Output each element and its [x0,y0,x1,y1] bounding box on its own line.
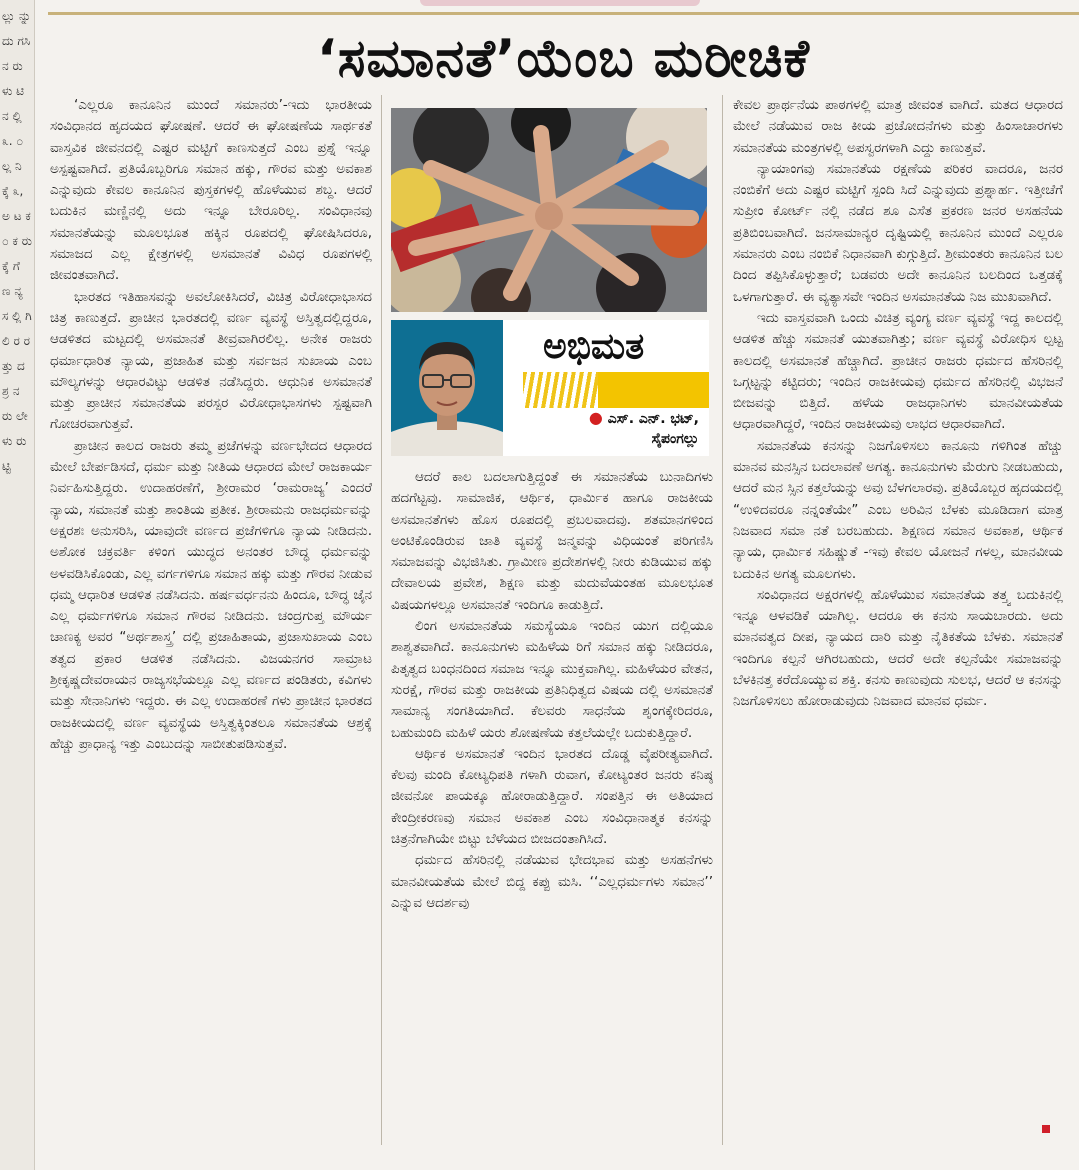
column-divider [381,95,382,1145]
article-column-1 [50,95,372,1145]
article-headline: ‘ಸಮಾನತೆ’ಯೆಂಬ ಮರೀಚಿಕೆ [317,29,810,89]
paragraph: ‘ಎಲ್ಲರೂ ಕಾನೂನಿನ ಮುಂದೆ ಸಮಾನರು’-ಇದು ಭಾರತೀಯ ಸಂವಿಧಾನದ ಹೃದಯದ ಘೋಷಣೆ. ಆದರೆ ಈ ಘೋಷಣೆಯ ಸಾರ್ಥಕತೆ ವಾಸ್ತವಿಕ ಜೀವನದಲ್ಲಿ ಎಷ್ಟರ ಮಟ್ಟಿಗೆ ಕಾಣಸುತ್ತದೆ ಎಂಬ ಪ್ರಶ್ನೆ ಇನ್ನೂ ಅಸ್ಪಷ್ಟವಾಗಿದೆ. ಪ್ರತಿಯೊಬ್ಬರಿಗೂ ಸಮಾನ ಹಕ್ಕು, ಗೌರವ ಮತ್ತು ಅವಕಾಶ ಎನ್ನುವುದು ಕೇವಲ ಕಾನೂನಿನ ಪುಸ್ತಕಗಳಲ್ಲಿ ಹೊಳೆಯುವ ಶಬ್ದ. ಆದರೆ ಬದುಕಿನ ಮಣ್ಣಿನಲ್ಲಿ ಅದು ಇನ್ನೂ ಬೇರೂರಿಲ್ಲ. ಸಂವಿಧಾನವು ಸಮಾನತೆಯನ್ನು ಮೂಲಭೂತ ಹಕ್ಕಿನ ರೂಪದಲ್ಲಿ ಘೋಷಿಸಿದರೂ, ಸಮಾಜದ ಎಲ್ಲ ಕ್ಷೇತ್ರಗಳಲ್ಲಿ ಅಸಮಾನತೆ ವಿವಿಧ ರೂಪಗಳಲ್ಲಿ ಜೀವಂತವಾಗಿದೆ. [50,97,372,284]
hands-together-photo [391,108,707,312]
author-portrait [391,320,503,456]
author-place: ಸೈಪಂಗಲ್ಲು [651,431,699,447]
hands-photo-illustration [391,108,707,312]
paragraph: ಕೇವಲ ಪ್ರಾರ್ಥನೆಯ ಪಾಠಗಳಲ್ಲಿ ಮಾತ್ರ ಜೀವಂತ ವಾಗಿದೆ. ಮತದ ಆಧಾರದ ಮೇಲೆ ನಡೆಯುವ ರಾಜ ಕೀಯ ಪ್ರಚೋದನೆಗಳು ಮತ್ತು ಹಿಂಸಾಚಾರಗಳು ಸಮಾನತೆಯ ಮಂತ್ರಗಳಲ್ಲಿ ಅಪಸ್ವರಗಳಾಗಿ ಎದ್ದು ಕಾಣುತ್ತವೆ. [733,97,1063,156]
top-decoration [420,0,700,6]
paragraph: ಆದರೆ ಕಾಲ ಬದಲಾಗುತ್ತಿದ್ದಂತೆ ಈ ಸಮಾನತೆಯ ಬುನಾದಿಗಳು ಹದಗೆಟ್ಟವು. ಸಾಮಾಜಿಕ, ಆರ್ಥಿಕ, ಧಾರ್ಮಿಕ ಹಾಗೂ ರಾಜಕೀಯ ಅಸಮಾನತೆಗಳು ಹೊಸ ರೂಪದಲ್ಲಿ ಪ್ರಬಲವಾದವು. ಶತಮಾನಗಳಿಂದ ಅಂಟಿಕೊಂಡಿರುವ ಜಾತಿ ವ್ಯವಸ್ಥೆ ಜನ್ಮವನ್ನು ವಿಧಿಯಂತೆ ಪರಿಗಣಿಸಿ ಸಮಾಜವನ್ನು ವಿಭಜಿಸಿತು. ಗ್ರಾಮೀಣ ಪ್ರದೇಶಗಳಲ್ಲಿ ನೀರು ಕುಡಿಯುವ ಹಕ್ಕು ದೇವಾಲಯ ಪ್ರವೇಶ, ಶಿಕ್ಷಣ ಮತ್ತು ಮದುವೆಯಂತಹ ಮೂಲಭೂತ ವಿಷಯಗಳಲ್ಲೂ ಅಸಮಾನತೆ ಇಂದಿಗೂ ಕಾಡುತ್ತಿದೆ. [391,469,713,613]
top-rule [48,12,1079,15]
author-byline [589,408,699,449]
paragraph: ಧರ್ಮದ ಹೆಸರಿನಲ್ಲಿ ನಡೆಯುವ ಭೇದಭಾವ ಮತ್ತು ಅಸಹನೆಗಳು ಮಾನವೀಯತೆಯ ಮೇಲೆ ಬಿದ್ದ ಕಪ್ಪು ಮಸಿ. ‘‘ಎಲ್ಲಧರ್ಮಗಳು ಸಮಾನ’’ ಎನ್ನುವ ಆದರ್ಶವು [391,852,713,911]
paragraph: ನ್ಯಾಯಾಂಗವು ಸಮಾನತೆಯ ರಕ್ಷಣೆಯ ಪರಿಕರ ವಾದರೂ, ಜನರ ನಂಬಿಕೆಗೆ ಅದು ಎಷ್ಟರ ಮಟ್ಟಿಗೆ ಸ್ಪಂದಿ ಸಿದೆ ಎನ್ನುವುದು ಪ್ರಶ್ನಾರ್ಹ. ಇತ್ತೀಚೆಗೆ ಸುಪ್ರೀಂ ಕೋರ್ಟ್ ನಲ್ಲಿ ನಡೆದ ಶೂ ಎಸೆತ ಪ್ರಕರಣ ಜನರ ಅಸಹನೆಯ ಪ್ರತಿಬಿಂಬವಾಗಿದೆ. ಜನಸಾಮಾನ್ಯರ ದೃಷ್ಟಿಯಲ್ಲಿ ಕಾನೂನಿನ ಮುಂದೆ ಎಲ್ಲರೂ ಸಮಾನರು ಎಂಬ ನಂಬಿಕೆ ನಿಧಾನವಾಗಿ ಕುಗ್ಗುತ್ತಿದೆ. ಶ್ರೀಮಂತರು ಕಾನೂನಿನ ಬಲ ದಿಂದ ತಪ್ಪಿಸಿಕೊಳ್ಳುತ್ತಾರೆ; ಬಡವರು ಅದೇ ಕಾನೂನಿನ ಬಲದಿಂದ ಒತ್ತಡಕ್ಕೆ ಒಳಗಾಗುತ್ತಾರೆ. ಈ ವ್ಯತ್ಯಾಸವೇ ಇಂದಿನ ಅಸಮಾನತೆಯ ನಿಜ ಮುಖವಾಗಿದೆ. [733,160,1063,305]
opinion-section-box [503,320,709,456]
paragraph: ಭಾರತದ ಇತಿಹಾಸವನ್ನು ಅವಲೋಕಿಸಿದರೆ, ವಿಚಿತ್ರ ವಿರೋಧಾಭಾಸದ ಚಿತ್ರ ಕಾಣುತ್ತದೆ. ಪ್ರಾಚೀನ ಭಾರತದಲ್ಲಿ ವರ್ಣ ವ್ಯವಸ್ಥೆ ಅಸ್ತಿತ್ವದಲ್ಲಿದ್ದರೂ, ಆಡಳಿತದ ಮಟ್ಟದಲ್ಲಿ ಅಸಮಾನತೆ ತೀವ್ರವಾಗಿರಲಿಲ್ಲ. ಅನೇಕ ರಾಜರು ಧರ್ಮಾಧಾರಿತ ನ್ಯಾಯ, ಪ್ರಜಾಹಿತ ಮತ್ತು ಸರ್ವಜನ ಸುಖಾಯ ಎಂಬ ಮೌಲ್ಯಗಳನ್ನು ಆಧಾರವಿಟ್ಟು ಆಡಳಿತ ನಡೆಸಿದ್ದರು. ಆಧುನಿಕ ಅಸಮಾನತೆ ಮತ್ತು ಪ್ರಾಚೀನ ಸಮಾನತೆಯ ಪರಸ್ಪರ ವಿರೋಧಾಭಾಸಗಳು ಸ್ಪಷ್ಟವಾಗಿ ಗೋಚರವಾಗುತ್ತವೆ. [50,288,372,433]
paragraph: ಸಂವಿಧಾನದ ಅಕ್ಷರಗಳಲ್ಲಿ ಹೊಳೆಯುವ ಸಮಾನತೆಯ ತತ್ತ್ವ ಬದುಕಿನಲ್ಲಿ ಇನ್ನೂ ಆಳವಡಿಕೆ ಯಾಗಿಲ್ಲ. ಆದರೂ ಈ ಕನಸು ಸಾಯಬಾರದು. ಅದು ಮಾನವತ್ವದ ದೀಪ, ನ್ಯಾಯದ ದಾರಿ ಮತ್ತು ನೈತಿಕತೆಯ ಬೆಳಕು. ಸಮಾನತೆ ಇಂದಿಗೂ ಕಲ್ಪನೆ ಆಗಿರಬಹುದು, ಆದರೆ ಅದೇ ಕಲ್ಪನೆಯೇ ಸಮಾಜವನ್ನು ಬೆಳಕಿನತ್ತ ಕರೆದೊಯ್ಯುವ ಶಕ್ತಿ. ಕನಸು ಕಾಣುವುದು ಸುಲಭ, ಆದರೆ ಆ ಕನಸನ್ನು ನಿಜಗೊಳಿಸಲು ಹೋರಾಡುವುದು ನಿಜವಾದ ಮಾನವ ಧರ್ಮ. [733,586,1063,710]
adjacent-column-text: ಲ್ಲು ನ್ನು ದು ಗಸಿ ನ ರು ಳು ಟಿ ನ ಲ್ಲಿ ೩. ೦ ಲ್ಲ ನಿ ಕ್ಕೆ ೩, ಅ ಟ ಕ ೦ ಕ ರು ಕ್ಕೆ ಗೆ ಣ ನ್ಯ ಸ ಲ್ಲಿ ಗಿ ಲಿ ರ ರ ತ್ತು ದ ಶ್ರ ನ ರು ಲೇ ಳು ರು ಟ್ಟಿ [2,9,32,473]
paragraph: ಸಮಾನತೆಯ ಕನಸನ್ನು ನಿಜಗೊಳಿಸಲು ಕಾನೂನು ಗಳಿಗಿಂತ ಹೆಚ್ಚು ಮಾನವ ಮನಸ್ಸಿನ ಬದಲಾವಣೆ ಅಗತ್ಯ. ಕಾನೂನುಗಳು ಮೆರುಗು ನೀಡಬಹುದು, ಆದರೆ ಮನ ಸ್ಸಿನ ಕತ್ತಲೆಯನ್ನು ಅವು ಬೆಳಗಲಾರವು. ಪ್ರತಿಯೊಬ್ಬರ ಹೃದಯದಲ್ಲಿ “ಉಳಿದವರೂ ನನ್ನಂತೆಯೇ” ಎಂಬ ಅರಿವಿನ ಬೆಳಕು ಮೂಡಿದಾಗ ಮಾತ್ರ ನಿಜವಾದ ಸಮಾ ನತೆ ಬರಬಹುದು. ಶಿಕ್ಷಣದ ಸಮಾನ ಅವಕಾಶ, ಆರ್ಥಿಕ ನ್ಯಾಯ, ಧಾರ್ಮಿಕ ಸಹಿಷ್ಣುತೆ -ಇವು ಕೇವಲ ಯೋಜನೆ ಗಳಲ್ಲ, ಮಾನವೀಯ ಬದುಕಿನ ಅಗತ್ಯ ಮೂಲಗಳು. [733,437,1063,582]
adjacent-column-fragment [0,0,35,1170]
paragraph: ಪ್ರಾಚೀನ ಕಾಲದ ರಾಜರು ತಮ್ಮ ಪ್ರಜೆಗಳನ್ನು ವರ್ಣಭೇದದ ಆಧಾರದ ಮೇಲೆ ಬೇರ್ಪಡಿಸದೆ, ಧರ್ಮ ಮತ್ತು ನೀತಿಯ ಆಧಾರದ ಮೇಲೆ ರಾಜಕಾರ್ಯ ನಿರ್ವಹಿಸುತ್ತಿದ್ದರು. ಉದಾಹರಣೆಗೆ, ಶ್ರೀರಾಮರ ‘ರಾಮರಾಜ್ಯ’ ಎಂದರೆ ನ್ಯಾಯ, ಸಮಾನತೆ ಮತ್ತು ಶಾಂತಿಯ ಪ್ರತೀಕ. ಶ್ರೀರಾಮನು ರಾಜಧರ್ಮವನ್ನು ಅಕ್ಷರಶಃ ಅನುಸರಿಸಿ, ಯಾವುದೇ ವರ್ಣದ ಪ್ರಜೆಗಳಿಗೂ ನ್ಯಾಯ ನೀಡಿದನು. ಅಶೋಕ ಚಕ್ರವರ್ತಿ ಕಳಿಂಗ ಯುದ್ಧದ ಅನಂತರ ಬೌದ್ಧ ಧರ್ಮವನ್ನು ಅಳವಡಿಸಿಕೊಂಡು, ಎಲ್ಲ ವರ್ಗಗಳಿಗೂ ಸಮಾನ ಹಕ್ಕು ಮತ್ತು ಗೌರವ ನೀಡುವ ಧಮ್ಮ ಆಧಾರಿತ ಆಡಳಿತ ನಡೆಸಿದನು. ಹರ್ಷವರ್ಧನನು ಹಿಂದೂ, ಬೌದ್ಧ ಜೈನ ಎಲ್ಲ ಧರ್ಮಗಳಿಗೂ ಸಮಾನ ಗೌರವ ನೀಡಿದನು. ಚಂದ್ರಗುಪ್ತ ಮೌರ್ಯ ಚಾಣಕ್ಯ ಅವರ “ಅರ್ಥಶಾಸ್ತ್ರ’ ದಲ್ಲಿ ಪ್ರಜಾಹಿತಾಯ, ಪ್ರಜಾಸುಖಾಯ ಎಂಬ ತತ್ವದ ಪ್ರಕಾರ ಆಡಳಿತ ನಡೆಸಿದನು. ವಿಜಯನಗರ ಸಾಮ್ರಾಟ ಶ್ರೀಕೃಷ್ಣದೇವರಾಯನ ರಾಜ್ಯಸಭೆಯಲ್ಲೂ ಎಲ್ಲ ವರ್ಣದ ಪಂಡಿತರು, ಕವಿಗಳು ಮತ್ತು ಸೇನಾನಿಗಳು ಇದ್ದರು. ಈ ಎಲ್ಲ ಉದಾಹರಣೆ ಗಳು ಪ್ರಾಚೀನ ಭಾರತದ ರಾಜಕೀಯದಲ್ಲಿ ವರ್ಣ ವ್ಯವಸ್ಥೆಯ ಅಸ್ತಿತ್ವಕ್ಕಿಂತಲೂ ಸಮಾನತೆಯ ಆಶ್ರಕ್ಕೆ ಹೆಚ್ಚು ಪ್ರಾಧಾನ್ಯ ಇತ್ತು ಎಂಬುದನ್ನು ಸಾಬೀತುಪಡಿಸುತ್ತವೆ. [50,437,372,752]
column-divider [722,95,723,1145]
author-name: ಎಸ್. ಎನ್. ಭಟ್, [607,411,699,427]
bullet-icon: ● [588,408,603,427]
article-column-3 [733,95,1063,1150]
article-column-2 [391,467,713,1150]
paragraph: ಆರ್ಥಿಕ ಅಸಮಾನತೆ ಇಂದಿನ ಭಾರತದ ದೊಡ್ಡ ವೈಪರೀತ್ಯವಾಗಿದೆ. ಕೆಲವು ಮಂದಿ ಕೋಟ್ಯಧಿಪತಿ ಗಳಾಗಿ ರುವಾಗ, ಕೋಟ್ಯಂತರ ಜನರು ಕನಿಷ್ಠ ಜೀವನೋ ಪಾಯಕ್ಕೂ ಹೋರಾಡುತ್ತಿದ್ದಾರೆ. ಸಂಪತ್ತಿನ ಈ ಅತಿಯಾದ ಕೇಂದ್ರೀಕರಣವು ಸಮಾನ ಅವಕಾಶ ಎಂಬ ಸಂವಿಧಾನಾತ್ಮಕ ಕನಸನ್ನು ಚಿತ್ರನೆಗಾಗಿಯೇ ಬಿಟ್ಟು ಬೆಳೆಯದ ಬೀಜದಂತಾಗಿಸಿದೆ. [391,745,713,848]
paragraph: ಇದು ವಾಸ್ತವವಾಗಿ ಒಂದು ವಿಚಿತ್ರ ವ್ಯಂಗ್ಯ ವರ್ಣ ವ್ಯವಸ್ಥೆ ಇದ್ದ ಕಾಲದಲ್ಲಿ ಆಡಳಿತ ಹೆಚ್ಚು ಸಮಾನತೆ ಯುತವಾಗಿತ್ತು; ವರ್ಣ ವ್ಯವಸ್ಥೆ ವಿರೋಧಿಸ ಲ್ಪಟ್ಟ ಕಾಲದಲ್ಲಿ ಅಸಮಾನತೆ ಹೆಚ್ಚಾಗಿದೆ. ಪ್ರಾಚೀನ ರಾಜರು ಧರ್ಮದ ಹೆಸರಿನಲ್ಲಿ ಒಗ್ಗಟ್ಟನ್ನು ಕಟ್ಟಿದರು; ಇಂದಿನ ರಾಜಕೀಯವು ಧರ್ಮದ ಹೆಸರಿನಲ್ಲಿ ವಿಭಜನೆ ಬೀಜವನ್ನು ಬಿತ್ತಿದೆ. ಹಳೆಯ ರಾಜಧಾನಿಗಳು ಮಾನವೀಯತೆಯ ಆಧಾರವಾಗಿದ್ದರೆ, ಇಂದಿನ ರಾಜಕೀಯವು ಲಾಭದ ಆಧಾರವಾಗಿದೆ. [733,309,1063,433]
decorative-yellow-block [598,372,709,408]
author-photo-illustration [391,320,503,456]
section-title: ಅಭಿಮತ [543,326,645,367]
end-of-article-mark [1042,1125,1050,1133]
paragraph: ಲಿಂಗ ಅಸಮಾನತೆಯ ಸಮಸ್ಯೆಯೂ ಇಂದಿನ ಯುಗ ದಲ್ಲಿಯೂ ಶಾಶ್ವತವಾಗಿದೆ. ಕಾನೂನುಗಳು ಮಹಿಳೆಯ ರಿಗೆ ಸಮಾನ ಹಕ್ಕು ನೀಡಿದರೂ, ಪಿತೃತ್ವದ ಬಂಧನದಿಂದ ಸಮಾಜ ಇನ್ನೂ ಮುಕ್ತವಾಗಿಲ್ಲ. ಮಹಿಳೆಯರ ವೇತನ, ಸುರಕ್ಷೆ, ಗೌರವ ಮತ್ತು ರಾಜಕೀಯ ಪ್ರತಿನಿಧಿತ್ವದ ವಿಷಯ ದಲ್ಲಿ ಅಸಮಾನತೆ ಸಾಮಾನ್ಯ ಸಂಗತಿಯಾಗಿದೆ. ಕೆಲವರು ಸಾಧನೆಯ ಶೃಂಗಕ್ಕೇರಿದರೂ, ಬಹುಮಂದಿ ಮಹಿಳೆ ಯರು ಶೋಷಣೆಯ ಕತ್ತಲೆಯಲ್ಲೇ ಬದುಕುತ್ತಿದ್ದಾರೆ. [391,618,713,741]
